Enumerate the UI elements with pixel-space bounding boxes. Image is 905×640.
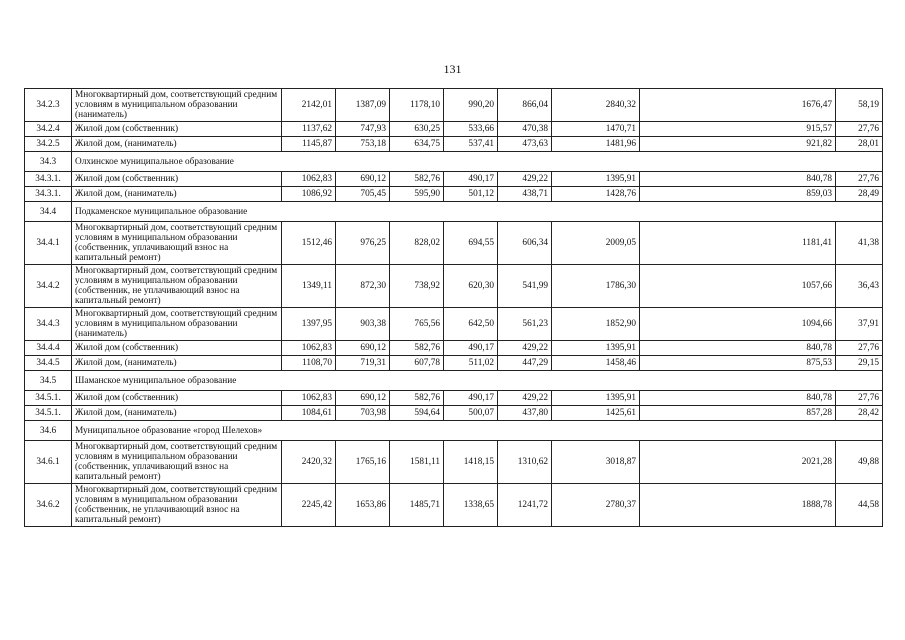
value-cell: 1241,72: [498, 484, 552, 527]
value-cell: 866,04: [498, 89, 552, 122]
row-code: 34.4.5: [25, 356, 72, 371]
value-cell: 501,12: [444, 187, 498, 202]
value-cell: 537,41: [444, 137, 498, 152]
table-row: [25, 308, 883, 341]
value-cell: 1852,90: [552, 308, 640, 341]
value-cell: 27,76: [836, 122, 883, 137]
value-cell: 2780,37: [552, 484, 640, 527]
value-cell: 594,64: [390, 406, 444, 421]
value-cell: 1062,83: [282, 391, 336, 406]
value-cell: 541,99: [498, 265, 552, 308]
value-cell: 738,92: [390, 265, 444, 308]
value-cell: 2142,01: [282, 89, 336, 122]
value-cell: 915,57: [640, 122, 836, 137]
value-cell: 1676,47: [640, 89, 836, 122]
section-row: [25, 202, 883, 222]
value-cell: 690,12: [336, 172, 390, 187]
value-cell: 875,53: [640, 356, 836, 371]
table-row: [25, 137, 883, 152]
value-cell: 976,25: [336, 222, 390, 265]
value-cell: 1349,11: [282, 265, 336, 308]
row-code: 34.2.3: [25, 89, 72, 122]
row-description: Жилой дом, (наниматель): [72, 187, 282, 202]
table-body: [25, 89, 883, 527]
value-cell: 872,30: [336, 265, 390, 308]
value-cell: 1395,91: [552, 391, 640, 406]
value-cell: 2021,28: [640, 441, 836, 484]
table-row: [25, 222, 883, 265]
value-cell: 690,12: [336, 341, 390, 356]
value-cell: 705,45: [336, 187, 390, 202]
value-cell: 438,71: [498, 187, 552, 202]
value-cell: 694,55: [444, 222, 498, 265]
value-cell: 37,91: [836, 308, 883, 341]
value-cell: 429,22: [498, 172, 552, 187]
value-cell: 490,17: [444, 172, 498, 187]
section-title: Подкаменское муниципальное образование: [72, 202, 883, 222]
value-cell: 27,76: [836, 391, 883, 406]
row-description: Жилой дом (собственник): [72, 341, 282, 356]
value-cell: 1338,65: [444, 484, 498, 527]
value-cell: 3018,87: [552, 441, 640, 484]
value-cell: 921,82: [640, 137, 836, 152]
value-cell: 473,63: [498, 137, 552, 152]
value-cell: 41,38: [836, 222, 883, 265]
value-cell: 753,18: [336, 137, 390, 152]
row-code: 34.5: [25, 371, 72, 391]
value-cell: 429,22: [498, 391, 552, 406]
value-cell: 1387,09: [336, 89, 390, 122]
value-cell: 765,56: [390, 308, 444, 341]
value-cell: 1181,41: [640, 222, 836, 265]
value-cell: 27,76: [836, 172, 883, 187]
table-row: [25, 341, 883, 356]
value-cell: 29,15: [836, 356, 883, 371]
section-title: Шаманское муниципальное образование: [72, 371, 883, 391]
section-title: Олхинское муниципальное образование: [72, 152, 883, 172]
value-cell: 620,30: [444, 265, 498, 308]
row-description: Жилой дом, (наниматель): [72, 356, 282, 371]
value-cell: 747,93: [336, 122, 390, 137]
value-cell: 1425,61: [552, 406, 640, 421]
value-cell: 1512,46: [282, 222, 336, 265]
table-row: [25, 265, 883, 308]
value-cell: 582,76: [390, 172, 444, 187]
row-code: 34.3: [25, 152, 72, 172]
value-cell: 447,29: [498, 356, 552, 371]
value-cell: 28,01: [836, 137, 883, 152]
value-cell: 840,78: [640, 341, 836, 356]
row-description: Многоквартирный дом, соответствующий средним условиям в муниципальном образовании (наниматель): [72, 89, 282, 122]
row-description: Многоквартирный дом, соответствующий средним условиям в муниципальном образовании (собственник, уплачивающий взнос на капитальный ремонт): [72, 441, 282, 484]
row-code: 34.3.1.: [25, 187, 72, 202]
value-cell: 1062,83: [282, 172, 336, 187]
row-code: 34.4.1: [25, 222, 72, 265]
value-cell: 1481,96: [552, 137, 640, 152]
row-code: 34.5.1.: [25, 391, 72, 406]
value-cell: 690,12: [336, 391, 390, 406]
table-row: [25, 122, 883, 137]
page-number: 131: [443, 62, 462, 76]
value-cell: 1786,30: [552, 265, 640, 308]
value-cell: 1428,76: [552, 187, 640, 202]
value-cell: 1084,61: [282, 406, 336, 421]
row-code: 34.4.4: [25, 341, 72, 356]
value-cell: 903,38: [336, 308, 390, 341]
value-cell: 500,07: [444, 406, 498, 421]
value-cell: 1094,66: [640, 308, 836, 341]
row-code: 34.4.3: [25, 308, 72, 341]
value-cell: 1765,16: [336, 441, 390, 484]
value-cell: 44,58: [836, 484, 883, 527]
value-cell: 2420,32: [282, 441, 336, 484]
section-title: Муниципальное образование «город Шелехов»: [72, 421, 883, 441]
value-cell: 1485,71: [390, 484, 444, 527]
value-cell: 1062,83: [282, 341, 336, 356]
tariff-table: [24, 88, 883, 527]
row-description: Жилой дом, (наниматель): [72, 137, 282, 152]
value-cell: 828,02: [390, 222, 444, 265]
value-cell: 595,90: [390, 187, 444, 202]
value-cell: 28,49: [836, 187, 883, 202]
value-cell: 606,34: [498, 222, 552, 265]
value-cell: 630,25: [390, 122, 444, 137]
value-cell: 1178,10: [390, 89, 444, 122]
value-cell: 27,76: [836, 341, 883, 356]
value-cell: 490,17: [444, 391, 498, 406]
value-cell: 470,38: [498, 122, 552, 137]
value-cell: 642,50: [444, 308, 498, 341]
row-code: 34.2.4: [25, 122, 72, 137]
section-row: [25, 371, 883, 391]
value-cell: 1470,71: [552, 122, 640, 137]
table-row: [25, 441, 883, 484]
value-cell: 490,17: [444, 341, 498, 356]
table-row: [25, 356, 883, 371]
value-cell: 429,22: [498, 341, 552, 356]
value-cell: 582,76: [390, 341, 444, 356]
row-code: 34.2.5: [25, 137, 72, 152]
value-cell: 582,76: [390, 391, 444, 406]
value-cell: 1888,78: [640, 484, 836, 527]
value-cell: 1086,92: [282, 187, 336, 202]
row-code: 34.4.2: [25, 265, 72, 308]
section-row: [25, 421, 883, 441]
value-cell: 58,19: [836, 89, 883, 122]
value-cell: 1397,95: [282, 308, 336, 341]
row-code: 34.5.1.: [25, 406, 72, 421]
value-cell: 840,78: [640, 391, 836, 406]
value-cell: 1418,15: [444, 441, 498, 484]
table-row: [25, 187, 883, 202]
value-cell: 437,80: [498, 406, 552, 421]
row-code: 34.4: [25, 202, 72, 222]
row-description: Многоквартирный дом, соответствующий средним условиям в муниципальном образовании (наниматель): [72, 308, 282, 341]
table-row: [25, 172, 883, 187]
value-cell: 1145,87: [282, 137, 336, 152]
row-description: Многоквартирный дом, соответствующий средним условиям в муниципальном образовании (собственник, не уплачивающий взнос на капитальный ремонт): [72, 484, 282, 527]
value-cell: 561,23: [498, 308, 552, 341]
value-cell: 533,66: [444, 122, 498, 137]
row-code: 34.6: [25, 421, 72, 441]
row-description: Многоквартирный дом, соответствующий средним условиям в муниципальном образовании (собственник, уплачивающий взнос на капитальный ремонт): [72, 222, 282, 265]
row-code: 34.6.1: [25, 441, 72, 484]
table-row: [25, 484, 883, 527]
value-cell: 607,78: [390, 356, 444, 371]
value-cell: 511,02: [444, 356, 498, 371]
value-cell: 28,42: [836, 406, 883, 421]
value-cell: 1395,91: [552, 172, 640, 187]
value-cell: 857,28: [640, 406, 836, 421]
row-description: Жилой дом (собственник): [72, 172, 282, 187]
value-cell: 1057,66: [640, 265, 836, 308]
value-cell: 2245,42: [282, 484, 336, 527]
value-cell: 703,98: [336, 406, 390, 421]
row-code: 34.3.1.: [25, 172, 72, 187]
table-row: [25, 89, 883, 122]
value-cell: 49,88: [836, 441, 883, 484]
value-cell: 840,78: [640, 172, 836, 187]
value-cell: 859,03: [640, 187, 836, 202]
row-description: Жилой дом (собственник): [72, 122, 282, 137]
value-cell: 719,31: [336, 356, 390, 371]
value-cell: 1310,62: [498, 441, 552, 484]
table-row: [25, 406, 883, 421]
row-description: Жилой дом, (наниматель): [72, 406, 282, 421]
row-description: Многоквартирный дом, соответствующий средним условиям в муниципальном образовании (собственник, не уплачивающий взнос на капитальный ремонт): [72, 265, 282, 308]
table-row: [25, 391, 883, 406]
value-cell: 2840,32: [552, 89, 640, 122]
value-cell: 1653,86: [336, 484, 390, 527]
value-cell: 36,43: [836, 265, 883, 308]
section-row: [25, 152, 883, 172]
value-cell: 2009,05: [552, 222, 640, 265]
row-description: Жилой дом (собственник): [72, 391, 282, 406]
value-cell: 1137,62: [282, 122, 336, 137]
value-cell: 990,20: [444, 89, 498, 122]
row-code: 34.6.2: [25, 484, 72, 527]
value-cell: 1458,46: [552, 356, 640, 371]
value-cell: 1108,70: [282, 356, 336, 371]
value-cell: 634,75: [390, 137, 444, 152]
value-cell: 1581,11: [390, 441, 444, 484]
value-cell: 1395,91: [552, 341, 640, 356]
